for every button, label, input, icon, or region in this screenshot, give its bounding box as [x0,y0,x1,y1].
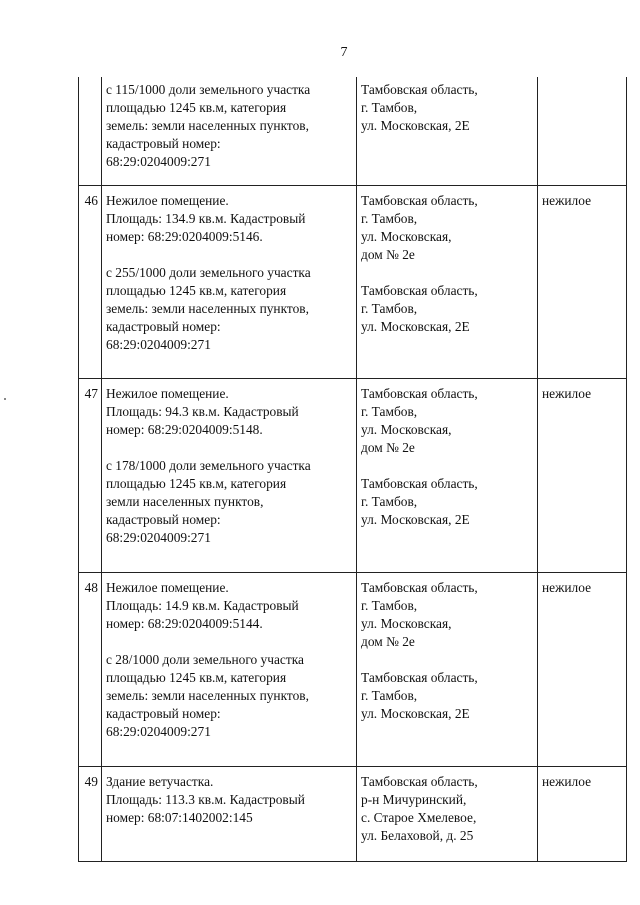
text-line: земель: земли населенных пунктов, [106,300,309,316]
text-line: Тамбовская область, [361,773,478,789]
address-block [361,81,533,135]
text-line: Площадь: 134.9 кв.м. Кадастровый [106,210,306,226]
purpose-text: нежилое [542,579,592,595]
margin-mark [4,398,6,400]
row-number: 48 [84,579,98,595]
table-row [79,572,627,766]
row-number: 47 [84,385,98,401]
purpose-cell [538,185,627,378]
text-line: 68:29:0204009:271 [106,529,211,545]
block-spacer [361,457,533,475]
address-block [361,475,533,529]
purpose-text: нежилое [542,773,592,789]
description-cell [102,77,357,185]
description-cell [102,185,357,378]
table-body [79,77,627,861]
text-line: ул. Московская, [361,421,452,437]
description-block [106,773,352,827]
block-spacer [361,651,533,669]
text-line: Тамбовская область, [361,669,478,685]
text-line: Площадь: 14.9 кв.м. Кадастровый [106,597,299,613]
text-line: Тамбовская область, [361,282,478,298]
description-block [106,385,352,439]
text-line: с 178/1000 доли земельного участка [106,457,311,473]
text-line: с 115/1000 доли земельного участка [106,82,311,97]
address-block [361,385,533,457]
row-number-cell [79,185,102,378]
text-line: номер: 68:29:0204009:5148. [106,421,263,437]
row-number-cell [79,572,102,766]
table-row [79,185,627,378]
block-spacer [106,246,352,264]
text-line: с 255/1000 доли земельного участка [106,264,311,280]
text-line: г. Тамбов, [361,493,418,509]
address-block [361,773,533,845]
address-block [361,282,533,336]
text-line: Нежилое помещение. [106,579,229,595]
description-block [106,264,352,354]
text-line: г. Тамбов, [361,300,418,316]
text-line: Тамбовская область, [361,82,478,97]
address-block [361,192,533,264]
table-row [79,77,627,185]
text-line: земель: земли населенных пунктов, [106,687,309,703]
text-line: номер: 68:29:0204009:5144. [106,615,263,631]
text-line: кадастровый номер: [106,511,221,527]
text-line: кадастровый номер: [106,318,221,334]
text-line: площадью 1245 кв.м, категория [106,100,287,115]
table-row [79,378,627,572]
page-number: 7 [340,45,348,60]
text-line: Нежилое помещение. [106,192,229,208]
description-cell [102,766,357,861]
text-line: дом № 2е [361,439,415,455]
text-line: 68:29:0204009:271 [106,723,211,739]
description-block [106,651,352,741]
text-line: г. Тамбов, [361,100,418,115]
text-line: Площадь: 113.3 кв.м. Кадастровый [106,791,305,807]
purpose-cell [538,77,627,185]
text-line: ул. Белаховой, д. 25 [361,827,474,843]
row-number-cell [79,378,102,572]
text-line: земель: земли населенных пунктов, [106,118,309,133]
text-line: Тамбовская область, [361,475,478,491]
address-cell [357,572,538,766]
text-line: г. Тамбов, [361,597,418,613]
property-table [78,77,627,862]
text-line: Здание ветучастка. [106,773,214,789]
address-cell [357,378,538,572]
text-line: ул. Московская, 2Е [361,118,470,133]
text-line: Площадь: 94.3 кв.м. Кадастровый [106,403,299,419]
row-number: 46 [84,192,98,208]
text-line: номер: 68:29:0204009:5146. [106,228,263,244]
text-line: г. Тамбов, [361,687,418,703]
text-line: дом № 2е [361,633,415,649]
row-number: 49 [84,773,98,789]
text-line: площадью 1245 кв.м, категория [106,475,287,491]
text-line: ул. Московская, 2Е [361,511,470,527]
address-cell [357,766,538,861]
description-block [106,192,352,246]
address-cell [357,77,538,185]
text-line: с 28/1000 доли земельного участка [106,651,304,667]
description-block [106,81,352,171]
text-line: 68:29:0204009:271 [106,336,211,352]
text-line: Тамбовская область, [361,192,478,208]
address-block [361,579,533,651]
block-spacer [361,264,533,282]
text-line: с. Старое Хмелевое, [361,809,477,825]
text-line: номер: 68:07:1402002:145 [106,809,253,825]
text-line: Тамбовская область, [361,385,478,401]
text-line: кадастровый номер: [106,136,221,151]
text-line: 68:29:0204009:271 [106,154,211,169]
description-cell [102,572,357,766]
text-line: ул. Московская, [361,228,452,244]
text-line: ул. Московская, 2Е [361,318,470,334]
text-line: земли населенных пунктов, [106,493,264,509]
address-cell [357,185,538,378]
text-line: г. Тамбов, [361,403,418,419]
table-row [79,766,627,861]
row-number-cell [79,77,102,185]
row-number-cell [79,766,102,861]
description-cell [102,378,357,572]
purpose-text: нежилое [542,192,592,208]
text-line: площадью 1245 кв.м, категория [106,669,287,685]
block-spacer [106,439,352,457]
text-line: Нежилое помещение. [106,385,229,401]
description-block [106,457,352,547]
purpose-cell [538,766,627,861]
block-spacer [106,633,352,651]
purpose-cell [538,572,627,766]
text-line: кадастровый номер: [106,705,221,721]
description-block [106,579,352,633]
text-line: Тамбовская область, [361,579,478,595]
purpose-cell [538,378,627,572]
text-line: ул. Московская, 2Е [361,705,470,721]
text-line: г. Тамбов, [361,210,418,226]
text-line: ул. Московская, [361,615,452,631]
text-line: дом № 2е [361,246,415,262]
address-block [361,669,533,723]
text-line: площадью 1245 кв.м, категория [106,282,287,298]
text-line: р-н Мичуринский, [361,791,467,807]
purpose-text: нежилое [542,385,592,401]
